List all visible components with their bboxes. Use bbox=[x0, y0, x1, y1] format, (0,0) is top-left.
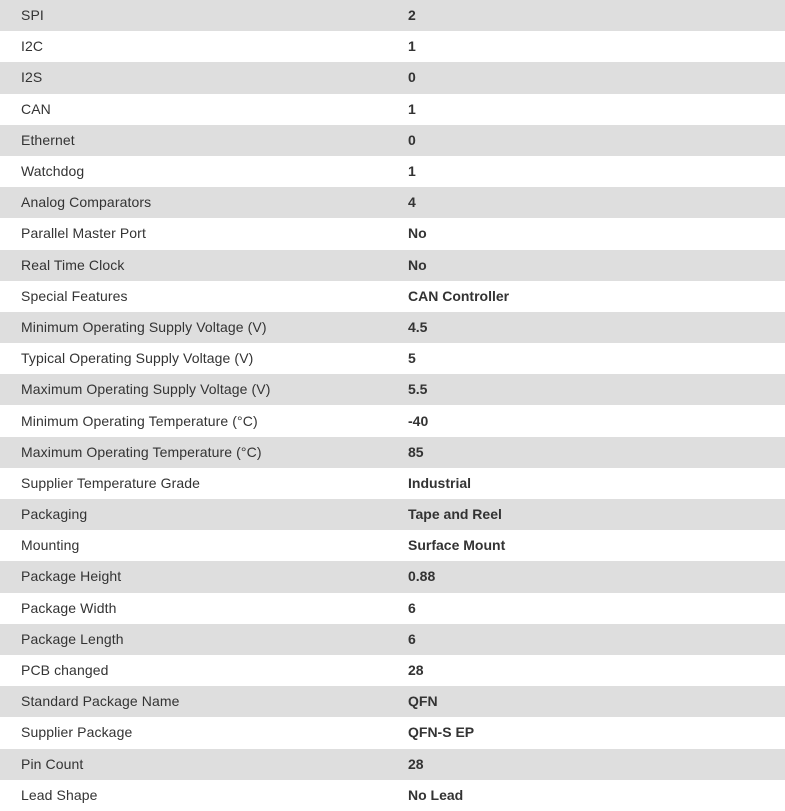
spec-label: Lead Shape bbox=[0, 780, 395, 811]
spec-label: Maximum Operating Temperature (°C) bbox=[0, 437, 395, 468]
spec-row-parallel-master-port bbox=[0, 218, 785, 249]
spec-row-real-time-clock bbox=[0, 250, 785, 281]
spec-value: 0 bbox=[395, 125, 785, 156]
spec-value: 28 bbox=[395, 749, 785, 780]
spec-row-ethernet bbox=[0, 125, 785, 156]
spec-value: 5 bbox=[395, 343, 785, 374]
spec-label: I2C bbox=[0, 31, 395, 62]
spec-label: Maximum Operating Supply Voltage (V) bbox=[0, 374, 395, 405]
spec-value: 1 bbox=[395, 94, 785, 125]
spec-value: 0 bbox=[395, 62, 785, 93]
spec-row-analog-comparators bbox=[0, 187, 785, 218]
spec-label: PCB changed bbox=[0, 655, 395, 686]
spec-value: CAN Controller bbox=[395, 281, 785, 312]
spec-label: Typical Operating Supply Voltage (V) bbox=[0, 343, 395, 374]
spec-value: Industrial bbox=[395, 468, 785, 499]
spec-row-supplier-temp-grade bbox=[0, 468, 785, 499]
spec-label: Supplier Package bbox=[0, 717, 395, 748]
spec-value: No Lead bbox=[395, 780, 785, 811]
spec-label: Real Time Clock bbox=[0, 250, 395, 281]
spec-row-special-features bbox=[0, 281, 785, 312]
spec-value: 0.88 bbox=[395, 561, 785, 592]
spec-label: Minimum Operating Supply Voltage (V) bbox=[0, 312, 395, 343]
spec-value: 5.5 bbox=[395, 374, 785, 405]
spec-label: Packaging bbox=[0, 499, 395, 530]
spec-row-packaging bbox=[0, 499, 785, 530]
spec-value: 1 bbox=[395, 31, 785, 62]
spec-row-max-supply-voltage bbox=[0, 374, 785, 405]
spec-row-supplier-package bbox=[0, 717, 785, 748]
spec-row-min-operating-temp bbox=[0, 405, 785, 436]
spec-row-pcb-changed bbox=[0, 655, 785, 686]
spec-value: QFN-S EP bbox=[395, 717, 785, 748]
spec-label: Standard Package Name bbox=[0, 686, 395, 717]
spec-row-standard-package-name bbox=[0, 686, 785, 717]
spec-row-max-operating-temp bbox=[0, 437, 785, 468]
spec-label: Package Height bbox=[0, 561, 395, 592]
spec-label: Package Width bbox=[0, 593, 395, 624]
spec-label: Pin Count bbox=[0, 749, 395, 780]
spec-label: CAN bbox=[0, 94, 395, 125]
spec-label: Special Features bbox=[0, 281, 395, 312]
spec-label: Package Length bbox=[0, 624, 395, 655]
spec-row-min-supply-voltage bbox=[0, 312, 785, 343]
spec-value: 4.5 bbox=[395, 312, 785, 343]
spec-row-watchdog bbox=[0, 156, 785, 187]
spec-row-typ-supply-voltage bbox=[0, 343, 785, 374]
spec-row-pin-count bbox=[0, 749, 785, 780]
spec-label: Analog Comparators bbox=[0, 187, 395, 218]
spec-value: QFN bbox=[395, 686, 785, 717]
spec-value: -40 bbox=[395, 405, 785, 436]
spec-label: Mounting bbox=[0, 530, 395, 561]
spec-value: 4 bbox=[395, 187, 785, 218]
spec-row-spi bbox=[0, 0, 785, 31]
spec-label: SPI bbox=[0, 0, 395, 31]
spec-label: Supplier Temperature Grade bbox=[0, 468, 395, 499]
spec-value: 2 bbox=[395, 0, 785, 31]
spec-row-lead-shape bbox=[0, 780, 785, 811]
spec-row-i2c bbox=[0, 31, 785, 62]
spec-value: 6 bbox=[395, 593, 785, 624]
spec-label: Ethernet bbox=[0, 125, 395, 156]
spec-row-package-height bbox=[0, 561, 785, 592]
spec-value: 28 bbox=[395, 655, 785, 686]
spec-row-package-width bbox=[0, 593, 785, 624]
spec-value: Tape and Reel bbox=[395, 499, 785, 530]
spec-label: I2S bbox=[0, 62, 395, 93]
spec-label: Watchdog bbox=[0, 156, 395, 187]
spec-label: Parallel Master Port bbox=[0, 218, 395, 249]
spec-label: Minimum Operating Temperature (°C) bbox=[0, 405, 395, 436]
spec-value: 1 bbox=[395, 156, 785, 187]
spec-row-mounting bbox=[0, 530, 785, 561]
spec-row-can bbox=[0, 94, 785, 125]
spec-value: 85 bbox=[395, 437, 785, 468]
spec-value: No bbox=[395, 218, 785, 249]
spec-value: 6 bbox=[395, 624, 785, 655]
spec-value: Surface Mount bbox=[395, 530, 785, 561]
spec-row-i2s bbox=[0, 62, 785, 93]
spec-row-package-length bbox=[0, 624, 785, 655]
spec-value: No bbox=[395, 250, 785, 281]
